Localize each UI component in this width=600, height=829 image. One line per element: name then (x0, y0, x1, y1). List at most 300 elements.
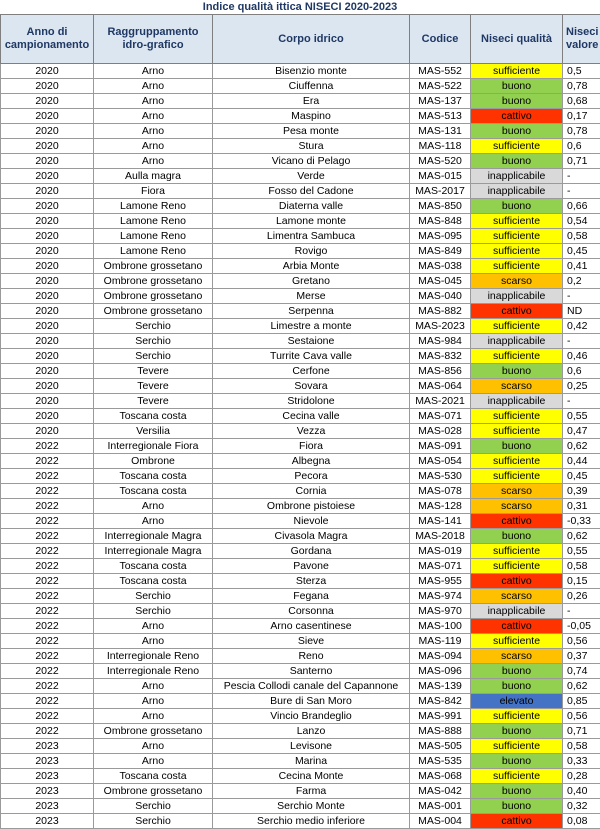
table-row (1, 289, 600, 304)
valore-cell: 0,41 (563, 259, 600, 274)
qualita-cell: scarso (471, 649, 563, 664)
raggruppamento-cell: Serchio (94, 814, 213, 829)
table-row (1, 244, 600, 259)
corpo-idrico-cell: Verde (213, 169, 410, 184)
table-row (1, 139, 600, 154)
codice-cell: MAS-137 (410, 94, 471, 109)
raggruppamento-cell: Lamone Reno (94, 229, 213, 244)
table-row (1, 79, 600, 94)
valore-cell: ND (563, 304, 600, 319)
raggruppamento-cell: Serchio (94, 349, 213, 364)
corpo-idrico-cell: Sterza (213, 574, 410, 589)
corpo-idrico-cell: Maspino (213, 109, 410, 124)
valore-cell: - (563, 184, 600, 199)
valore-cell: 0,44 (563, 454, 600, 469)
raggruppamento-cell: Interregionale Magra (94, 529, 213, 544)
raggruppamento-cell: Arno (94, 619, 213, 634)
corpo-idrico-cell: Fegana (213, 589, 410, 604)
valore-cell: 0,74 (563, 664, 600, 679)
codice-cell: MAS-848 (410, 214, 471, 229)
codice-cell: MAS-513 (410, 109, 471, 124)
qualita-cell: buono (471, 79, 563, 94)
anno-cell: 2020 (1, 424, 94, 439)
codice-cell: MAS-004 (410, 814, 471, 829)
raggruppamento-cell: Toscana costa (94, 484, 213, 499)
corpo-idrico-cell: Rovigo (213, 244, 410, 259)
anno-cell: 2023 (1, 769, 94, 784)
qualita-cell: inapplicabile (471, 394, 563, 409)
raggruppamento-cell: Arno (94, 139, 213, 154)
anno-cell: 2020 (1, 139, 94, 154)
corpo-idrico-cell: Corsonna (213, 604, 410, 619)
raggruppamento-cell: Arno (94, 694, 213, 709)
codice-cell: MAS-054 (410, 454, 471, 469)
corpo-idrico-cell: Marina (213, 754, 410, 769)
qualita-cell: buono (471, 154, 563, 169)
qualita-cell: sufficiente (471, 139, 563, 154)
qualita-cell: buono (471, 784, 563, 799)
qualita-cell: scarso (471, 589, 563, 604)
anno-cell: 2020 (1, 379, 94, 394)
raggruppamento-cell: Serchio (94, 604, 213, 619)
table-row (1, 64, 600, 79)
raggruppamento-cell: Toscana costa (94, 574, 213, 589)
table-row (1, 574, 600, 589)
table-row (1, 364, 600, 379)
corpo-idrico-cell: Pavone (213, 559, 410, 574)
table-row (1, 169, 600, 184)
corpo-idrico-cell: Stridolone (213, 394, 410, 409)
raggruppamento-cell: Ombrone grossetano (94, 289, 213, 304)
anno-cell: 2020 (1, 274, 94, 289)
qualita-cell: sufficiente (471, 634, 563, 649)
valore-cell: 0,45 (563, 469, 600, 484)
corpo-idrico-cell: Serchio medio inferiore (213, 814, 410, 829)
raggruppamento-cell: Aulla magra (94, 169, 213, 184)
anno-cell: 2020 (1, 94, 94, 109)
codice-cell: MAS-2021 (410, 394, 471, 409)
valore-cell: - (563, 394, 600, 409)
anno-cell: 2022 (1, 454, 94, 469)
anno-cell: 2022 (1, 439, 94, 454)
qualita-cell: sufficiente (471, 709, 563, 724)
valore-cell: 0,85 (563, 694, 600, 709)
codice-cell: MAS-096 (410, 664, 471, 679)
valore-cell: 0,32 (563, 799, 600, 814)
codice-cell: MAS-832 (410, 349, 471, 364)
anno-cell: 2022 (1, 499, 94, 514)
raggruppamento-cell: Lamone Reno (94, 244, 213, 259)
anno-cell: 2020 (1, 319, 94, 334)
qualita-cell: sufficiente (471, 559, 563, 574)
raggruppamento-cell: Arno (94, 499, 213, 514)
corpo-idrico-cell: Fosso del Cadone (213, 184, 410, 199)
qualita-cell: sufficiente (471, 424, 563, 439)
qualita-cell: sufficiente (471, 244, 563, 259)
codice-cell: MAS-131 (410, 124, 471, 139)
raggruppamento-cell: Interregionale Fiora (94, 439, 213, 454)
valore-cell: 0,15 (563, 574, 600, 589)
corpo-idrico-cell: Turrite Cava valle (213, 349, 410, 364)
anno-cell: 2020 (1, 109, 94, 124)
table-row (1, 814, 600, 829)
table-row (1, 439, 600, 454)
qualita-cell: buono (471, 364, 563, 379)
valore-cell: 0,78 (563, 79, 600, 94)
header-anno: Anno di campionamento (1, 15, 94, 64)
anno-cell: 2023 (1, 739, 94, 754)
table-row (1, 679, 600, 694)
raggruppamento-cell: Ombrone grossetano (94, 274, 213, 289)
valore-cell: 0,25 (563, 379, 600, 394)
table-row (1, 694, 600, 709)
qualita-cell: cattivo (471, 814, 563, 829)
raggruppamento-cell: Arno (94, 109, 213, 124)
codice-cell: MAS-984 (410, 334, 471, 349)
valore-cell: 0,55 (563, 409, 600, 424)
valore-cell: 0,68 (563, 94, 600, 109)
corpo-idrico-cell: Limentra Sambuca (213, 229, 410, 244)
codice-cell: MAS-095 (410, 229, 471, 244)
table-row (1, 319, 600, 334)
anno-cell: 2023 (1, 784, 94, 799)
raggruppamento-cell: Arno (94, 514, 213, 529)
valore-cell: 0,47 (563, 424, 600, 439)
table-row (1, 544, 600, 559)
table-row (1, 109, 600, 124)
raggruppamento-cell: Arno (94, 154, 213, 169)
table-row (1, 334, 600, 349)
table-row (1, 784, 600, 799)
anno-cell: 2022 (1, 679, 94, 694)
table-row (1, 559, 600, 574)
corpo-idrico-cell: Fiora (213, 439, 410, 454)
anno-cell: 2020 (1, 199, 94, 214)
valore-cell: 0,17 (563, 109, 600, 124)
qualita-cell: buono (471, 529, 563, 544)
raggruppamento-cell: Ombrone grossetano (94, 259, 213, 274)
table-row (1, 634, 600, 649)
codice-cell: MAS-028 (410, 424, 471, 439)
raggruppamento-cell: Arno (94, 739, 213, 754)
anno-cell: 2022 (1, 589, 94, 604)
corpo-idrico-cell: Era (213, 94, 410, 109)
table-row (1, 304, 600, 319)
codice-cell: MAS-071 (410, 409, 471, 424)
anno-cell: 2022 (1, 529, 94, 544)
qualita-cell: sufficiente (471, 259, 563, 274)
valore-cell: 0,58 (563, 739, 600, 754)
qualita-cell: elevato (471, 694, 563, 709)
valore-cell: 0,39 (563, 484, 600, 499)
qualita-cell: sufficiente (471, 229, 563, 244)
valore-cell: 0,26 (563, 589, 600, 604)
corpo-idrico-cell: Ciuffenna (213, 79, 410, 94)
corpo-idrico-cell: Diaterna valle (213, 199, 410, 214)
qualita-cell: cattivo (471, 574, 563, 589)
valore-cell: 0,31 (563, 499, 600, 514)
anno-cell: 2020 (1, 289, 94, 304)
corpo-idrico-cell: Albegna (213, 454, 410, 469)
codice-cell: MAS-2018 (410, 529, 471, 544)
anno-cell: 2020 (1, 169, 94, 184)
qualita-cell: buono (471, 94, 563, 109)
anno-cell: 2022 (1, 694, 94, 709)
valore-cell: 0,37 (563, 649, 600, 664)
header-row (1, 15, 600, 64)
corpo-idrico-cell: Arno casentinese (213, 619, 410, 634)
raggruppamento-cell: Toscana costa (94, 409, 213, 424)
raggruppamento-cell: Ombrone grossetano (94, 724, 213, 739)
table-title: Indice qualità ittica NISECI 2020-2023 (0, 0, 600, 14)
qualita-cell: cattivo (471, 304, 563, 319)
table-row (1, 724, 600, 739)
valore-cell: 0,6 (563, 139, 600, 154)
codice-cell: MAS-991 (410, 709, 471, 724)
codice-cell: MAS-139 (410, 679, 471, 694)
raggruppamento-cell: Tevere (94, 379, 213, 394)
qualita-cell: scarso (471, 379, 563, 394)
codice-cell: MAS-141 (410, 514, 471, 529)
raggruppamento-cell: Arno (94, 64, 213, 79)
qualita-cell: inapplicabile (471, 169, 563, 184)
valore-cell: 0,56 (563, 634, 600, 649)
codice-cell: MAS-078 (410, 484, 471, 499)
codice-cell: MAS-071 (410, 559, 471, 574)
anno-cell: 2023 (1, 799, 94, 814)
codice-cell: MAS-850 (410, 199, 471, 214)
header-raggruppamento: Raggruppamento idro-grafico (94, 15, 213, 64)
valore-cell: 0,58 (563, 229, 600, 244)
table-row (1, 424, 600, 439)
qualita-cell: buono (471, 199, 563, 214)
qualita-cell: sufficiente (471, 454, 563, 469)
anno-cell: 2022 (1, 544, 94, 559)
table-row (1, 619, 600, 634)
codice-cell: MAS-535 (410, 754, 471, 769)
codice-cell: MAS-068 (410, 769, 471, 784)
anno-cell: 2022 (1, 514, 94, 529)
table-row (1, 754, 600, 769)
anno-cell: 2020 (1, 349, 94, 364)
raggruppamento-cell: Versilia (94, 424, 213, 439)
codice-cell: MAS-520 (410, 154, 471, 169)
valore-cell: 0,78 (563, 124, 600, 139)
valore-cell: 0,62 (563, 439, 600, 454)
corpo-idrico-cell: Pesa monte (213, 124, 410, 139)
valore-cell: 0,46 (563, 349, 600, 364)
niseci-table (0, 14, 600, 829)
codice-cell: MAS-2017 (410, 184, 471, 199)
raggruppamento-cell: Serchio (94, 589, 213, 604)
anno-cell: 2022 (1, 469, 94, 484)
codice-cell: MAS-522 (410, 79, 471, 94)
table-row (1, 589, 600, 604)
codice-cell: MAS-100 (410, 619, 471, 634)
raggruppamento-cell: Toscana costa (94, 559, 213, 574)
valore-cell: 0,71 (563, 724, 600, 739)
table-row (1, 124, 600, 139)
table-row (1, 379, 600, 394)
codice-cell: MAS-064 (410, 379, 471, 394)
codice-cell: MAS-015 (410, 169, 471, 184)
corpo-idrico-cell: Pescia Collodi canale del Capannone (213, 679, 410, 694)
valore-cell: 0,66 (563, 199, 600, 214)
codice-cell: MAS-001 (410, 799, 471, 814)
qualita-cell: sufficiente (471, 214, 563, 229)
table-row (1, 799, 600, 814)
table-row (1, 184, 600, 199)
codice-cell: MAS-118 (410, 139, 471, 154)
raggruppamento-cell: Ombrone (94, 454, 213, 469)
corpo-idrico-cell: Stura (213, 139, 410, 154)
qualita-cell: sufficiente (471, 469, 563, 484)
codice-cell: MAS-882 (410, 304, 471, 319)
valore-cell: - (563, 334, 600, 349)
anno-cell: 2020 (1, 124, 94, 139)
header-corpo-idrico: Corpo idrico (213, 15, 410, 64)
codice-cell: MAS-505 (410, 739, 471, 754)
anno-cell: 2022 (1, 604, 94, 619)
corpo-idrico-cell: Nievole (213, 514, 410, 529)
raggruppamento-cell: Tevere (94, 394, 213, 409)
raggruppamento-cell: Arno (94, 94, 213, 109)
codice-cell: MAS-042 (410, 784, 471, 799)
header-niseci-valore: Niseci valore (563, 15, 600, 64)
anno-cell: 2020 (1, 304, 94, 319)
anno-cell: 2022 (1, 724, 94, 739)
anno-cell: 2020 (1, 154, 94, 169)
table-row (1, 769, 600, 784)
valore-cell: 0,2 (563, 274, 600, 289)
qualita-cell: buono (471, 439, 563, 454)
table-row (1, 214, 600, 229)
codice-cell: MAS-552 (410, 64, 471, 79)
valore-cell: -0,05 (563, 619, 600, 634)
anno-cell: 2022 (1, 574, 94, 589)
qualita-cell: sufficiente (471, 349, 563, 364)
corpo-idrico-cell: Sieve (213, 634, 410, 649)
corpo-idrico-cell: Vincio Brandeglio (213, 709, 410, 724)
corpo-idrico-cell: Lamone monte (213, 214, 410, 229)
table-row (1, 709, 600, 724)
corpo-idrico-cell: Lanzo (213, 724, 410, 739)
valore-cell: 0,28 (563, 769, 600, 784)
codice-cell: MAS-119 (410, 634, 471, 649)
qualita-cell: buono (471, 799, 563, 814)
table-row (1, 664, 600, 679)
corpo-idrico-cell: Vezza (213, 424, 410, 439)
qualita-cell: sufficiente (471, 409, 563, 424)
corpo-idrico-cell: Sestaione (213, 334, 410, 349)
valore-cell: 0,71 (563, 154, 600, 169)
qualita-cell: cattivo (471, 514, 563, 529)
valore-cell: 0,33 (563, 754, 600, 769)
valore-cell: 0,62 (563, 529, 600, 544)
raggruppamento-cell: Serchio (94, 319, 213, 334)
codice-cell: MAS-2023 (410, 319, 471, 334)
qualita-cell: sufficiente (471, 319, 563, 334)
valore-cell: -0,33 (563, 514, 600, 529)
qualita-cell: buono (471, 679, 563, 694)
corpo-idrico-cell: Cecina valle (213, 409, 410, 424)
table-row (1, 484, 600, 499)
codice-cell: MAS-038 (410, 259, 471, 274)
anno-cell: 2022 (1, 634, 94, 649)
corpo-idrico-cell: Levisone (213, 739, 410, 754)
anno-cell: 2022 (1, 559, 94, 574)
anno-cell: 2020 (1, 64, 94, 79)
codice-cell: MAS-128 (410, 499, 471, 514)
table-row (1, 499, 600, 514)
header-codice: Codice (410, 15, 471, 64)
corpo-idrico-cell: Vicano di Pelago (213, 154, 410, 169)
corpo-idrico-cell: Gretano (213, 274, 410, 289)
valore-cell: 0,08 (563, 814, 600, 829)
table-row (1, 604, 600, 619)
raggruppamento-cell: Arno (94, 709, 213, 724)
anno-cell: 2020 (1, 214, 94, 229)
table-row (1, 199, 600, 214)
qualita-cell: cattivo (471, 619, 563, 634)
codice-cell: MAS-019 (410, 544, 471, 559)
raggruppamento-cell: Arno (94, 124, 213, 139)
qualita-cell: inapplicabile (471, 184, 563, 199)
qualita-cell: buono (471, 724, 563, 739)
table-row (1, 349, 600, 364)
valore-cell: 0,56 (563, 709, 600, 724)
qualita-cell: sufficiente (471, 739, 563, 754)
qualita-cell: inapplicabile (471, 604, 563, 619)
corpo-idrico-cell: Pecora (213, 469, 410, 484)
table-row (1, 469, 600, 484)
table-row (1, 529, 600, 544)
raggruppamento-cell: Interregionale Reno (94, 664, 213, 679)
table-row (1, 274, 600, 289)
valore-cell: 0,6 (563, 364, 600, 379)
table-row (1, 394, 600, 409)
qualita-cell: inapplicabile (471, 289, 563, 304)
codice-cell: MAS-530 (410, 469, 471, 484)
anno-cell: 2020 (1, 229, 94, 244)
raggruppamento-cell: Lamone Reno (94, 199, 213, 214)
codice-cell: MAS-045 (410, 274, 471, 289)
qualita-cell: buono (471, 754, 563, 769)
raggruppamento-cell: Serchio (94, 799, 213, 814)
anno-cell: 2020 (1, 394, 94, 409)
anno-cell: 2020 (1, 244, 94, 259)
qualita-cell: buono (471, 664, 563, 679)
valore-cell: 0,40 (563, 784, 600, 799)
raggruppamento-cell: Toscana costa (94, 769, 213, 784)
anno-cell: 2020 (1, 409, 94, 424)
anno-cell: 2022 (1, 484, 94, 499)
corpo-idrico-cell: Civasola Magra (213, 529, 410, 544)
corpo-idrico-cell: Reno (213, 649, 410, 664)
table-row (1, 229, 600, 244)
table-row (1, 94, 600, 109)
table-row (1, 454, 600, 469)
valore-cell: 0,45 (563, 244, 600, 259)
corpo-idrico-cell: Merse (213, 289, 410, 304)
valore-cell: 0,54 (563, 214, 600, 229)
qualita-cell: scarso (471, 499, 563, 514)
codice-cell: MAS-888 (410, 724, 471, 739)
raggruppamento-cell: Toscana costa (94, 469, 213, 484)
anno-cell: 2023 (1, 754, 94, 769)
raggruppamento-cell: Ombrone grossetano (94, 304, 213, 319)
valore-cell: 0,62 (563, 679, 600, 694)
